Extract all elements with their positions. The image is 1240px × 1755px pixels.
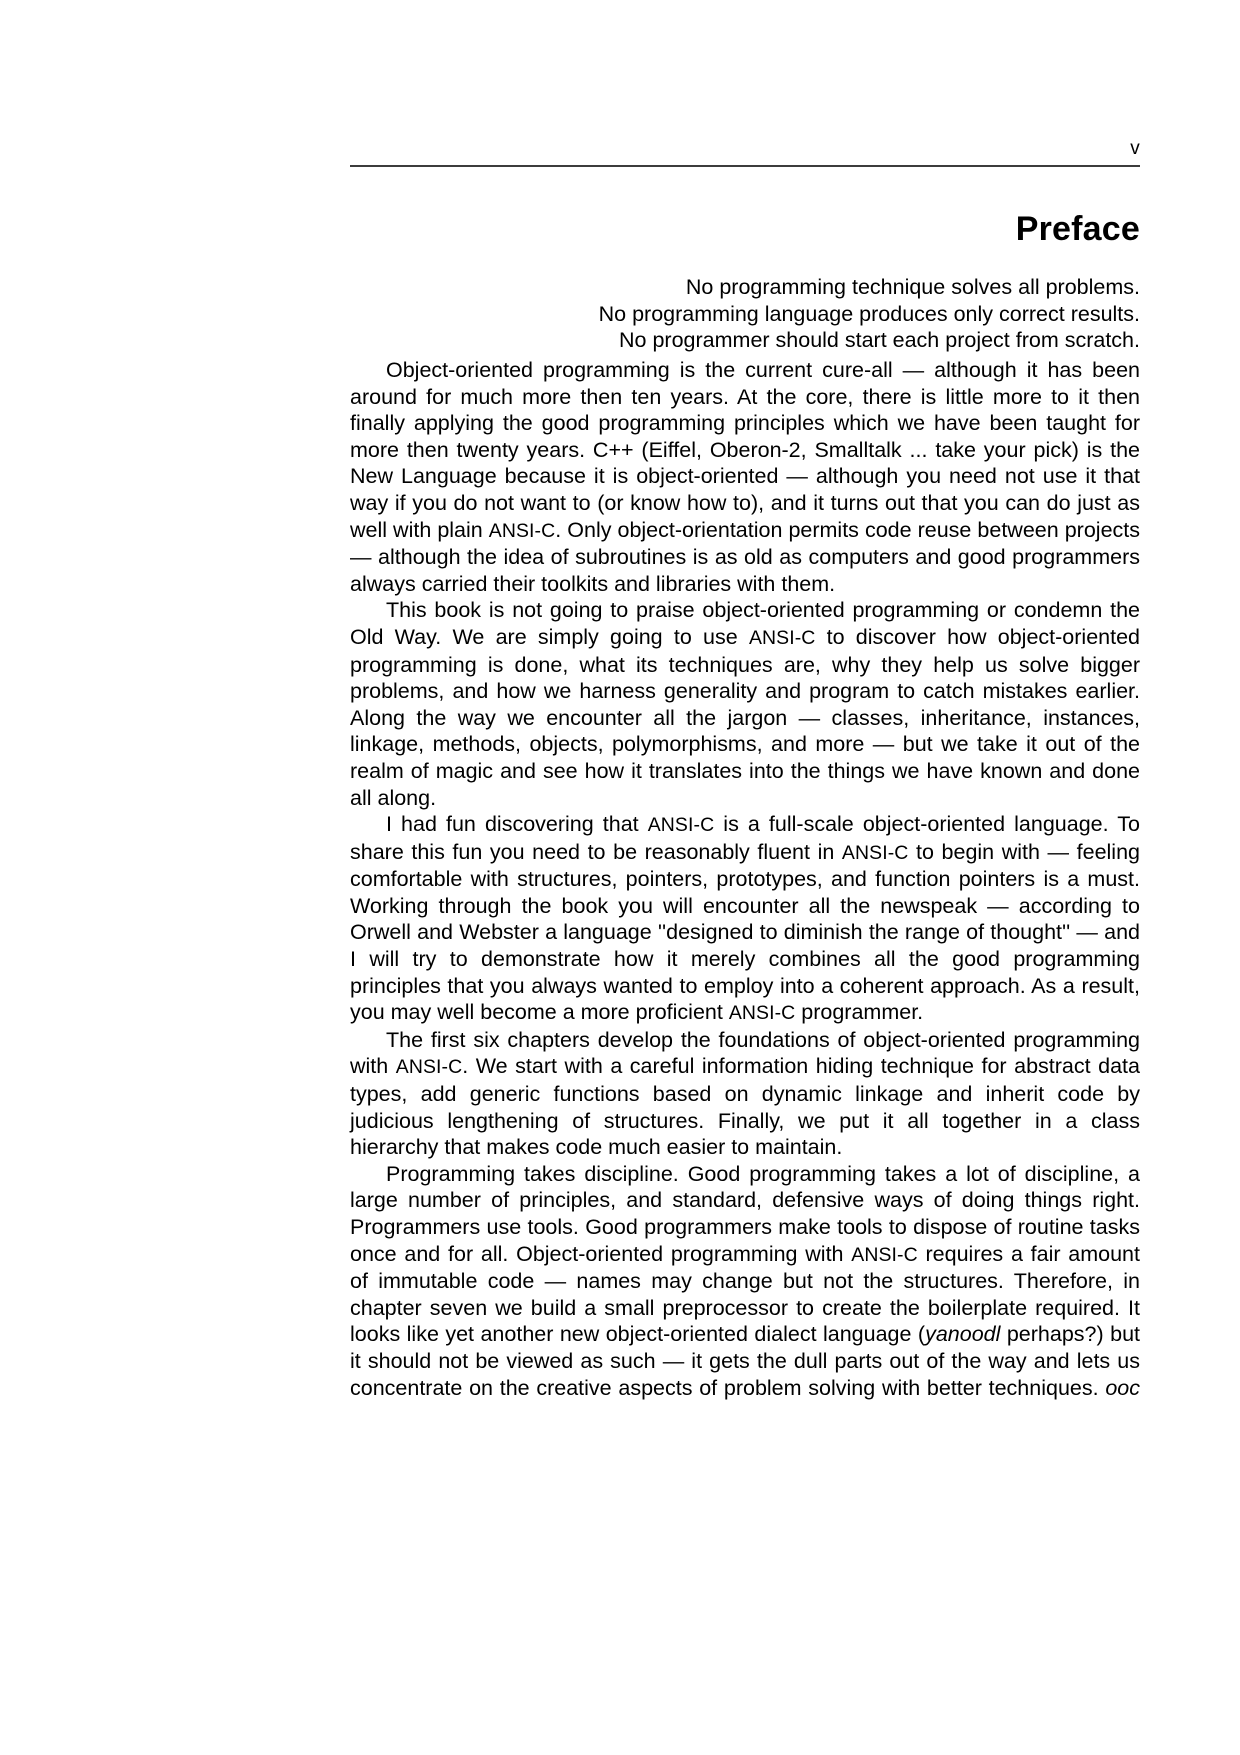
term-ooc: ooc [1105, 1375, 1140, 1400]
acronym-ansi-c: ANSI-C [748, 626, 816, 649]
paragraph: Object-oriented programming is the current cure-all — although it has been around for much more then ten years. At the core, there is little more to it then finally applying the good programming principles which we have been taught for more then twenty years. C++ (Eiffel, Oberon-2, Smalltalk ... take your pick) is the New Language because it is object-oriented — although you need not use it that way if you do not want to (or know how to), and it turns out that you can do just as well with plain ANSI-C. Only object-orientation permits code reuse between projects — although the idea of subroutines is as old as computers and good programmers always carried their toolkits and libraries with them. [350, 358, 1140, 596]
page-number: v [1130, 138, 1140, 159]
body-text [350, 357, 1140, 1428]
epigraph-line: No programmer should start each project from scratch. [619, 328, 1140, 353]
acronym-ansi-c: ANSI-C [395, 1056, 463, 1079]
acronym-ansi-c: ANSI-C [841, 841, 909, 864]
paragraph: Programming takes discipline. Good programming takes a lot of discipline, a large number of principles, and standard, defensive ways of doing things right. Programmers use tools. Good programmers make tools to dispose of routine tasks once and for all. Object-oriented programming with ANSI-C requires a fair amount of immutable code — names may change but not the structures. Therefore, in chapter seven we build a small preprocessor to create the boilerplate required. It looks like yet another new object-oriented dialect language (yanoodl perhaps?) but it should not be viewed as such — it gets the dull parts out of the way and lets us concentrate on the creative aspects of problem solving with better techniques. ooc [350, 1161, 1140, 1400]
epigraph [350, 274, 1140, 354]
acronym-ansi-c: ANSI-C [851, 1243, 918, 1266]
term-yanoodl: yanoodl [925, 1322, 1001, 1347]
acronym-ansi-c: ANSI-C [647, 814, 715, 837]
page-header [350, 138, 1140, 167]
header-rule [350, 165, 1140, 167]
acronym-ansi-c: ANSI-C [728, 1002, 796, 1025]
epigraph-line: No programming technique solves all problems. [685, 275, 1140, 299]
acronym-ansi-c: ANSI-C [488, 519, 556, 542]
page-title: Preface [1015, 209, 1140, 248]
paragraph: This book is not going to praise object-oriented programming or condemn the Old Way. We are simply going to use ANSI-C to discover how object-oriented programming is done, what its techniques are, why they help us solve bigger problems, and how we harness generality and program to catch mistakes earlier. Along the way we encounter all the jargon — classes, inheritance, instances, linkage, methods, objects, polymorphisms, and more — but we take it out of the realm of magic and see how it translates into the things we have known and done all along. [350, 598, 1140, 810]
paragraph: I had fun discovering that ANSI-C is a full-scale object-oriented language. To share this fun you need to be reasonably fluent in ANSI-C to begin with — feeling comfortable with structures, pointers, prototypes, and function pointers is a must. Working through the book you will encounter all the newspeak — according to Orwell and Webster a language ''designed to diminish the range of thought'' — and I will try to demonstrate how it merely combines all the good programming principles that you always wanted to employ into a coherent approach. As a result, you may well become a more proficient ANSI-C programmer. [350, 812, 1140, 1025]
epigraph-line: No programming language produces only correct results. [598, 301, 1140, 326]
paragraph: The first six chapters develop the foundations of object-oriented programming with ANSI-C. We start with a careful information hiding technique for abstract data types, add generic functions based on dynamic linkage and inherit code by judicious lengthening of structures. Finally, we put it all together in a class hierarchy that makes code much easier to maintain. [350, 1027, 1140, 1160]
